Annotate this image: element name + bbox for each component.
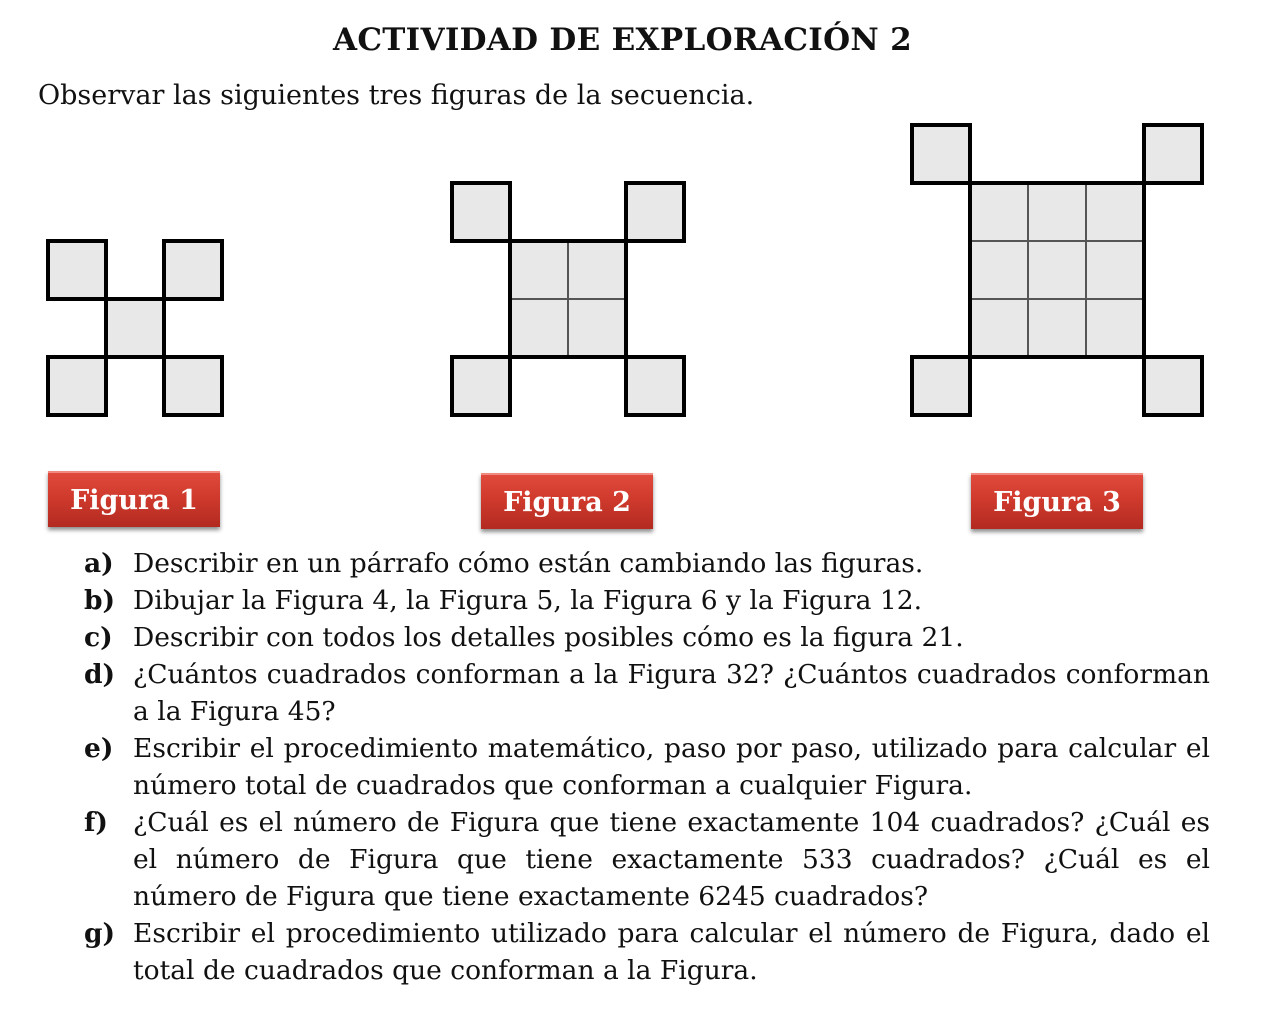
question-item-e — [84, 730, 1210, 804]
figure-2-label: Figura 2 — [481, 473, 653, 529]
question-text: ¿Cuál es el número de Figura que tiene exactamente 104 cuadrados? ¿Cuál es el número de Figura que tiene exactamente 533 cuadrados? ¿Cuál es el número de Figura que tiene exactamente 6245 cuadrados? — [133, 807, 1210, 912]
question-text: Escribir el procedimiento utilizado para calcular el número de Figura, dado el total de cuadrados que conforman a la Figura. — [133, 918, 1210, 986]
question-item-f — [84, 804, 1210, 915]
figure-1-label: Figura 1 — [48, 471, 220, 527]
question-item-c — [84, 619, 1210, 656]
question-letter: e) — [84, 733, 114, 764]
question-letter: c) — [84, 622, 113, 653]
question-item-b — [84, 582, 1210, 619]
question-letter: d) — [84, 659, 116, 690]
question-letter: a) — [84, 548, 114, 579]
question-text: Describir con todos los detalles posibles cómo es la figura 21. — [133, 622, 964, 653]
corner-square — [164, 241, 222, 299]
question-text: ¿Cuántos cuadrados conforman a la Figura 32? ¿Cuántos cuadrados conforman a la Figura 45? — [133, 659, 1210, 727]
figure-2-drawing — [452, 183, 684, 415]
question-letter: g) — [84, 918, 116, 949]
corner-square — [626, 183, 684, 241]
question-letter: b) — [84, 585, 116, 616]
intro-text: Observar las siguientes tres figuras de la secuencia. — [38, 80, 755, 111]
question-item-g — [84, 915, 1210, 989]
question-list — [84, 545, 1210, 989]
center-block — [106, 299, 164, 357]
question-text: Escribir el procedimiento matemático, paso por paso, utilizado para calcular el número total de cuadrados que conforman a cualquier Figura. — [133, 733, 1210, 801]
corner-square — [1144, 357, 1202, 415]
figures-canvas — [0, 0, 1280, 460]
figure-1-drawing — [48, 241, 222, 415]
corner-square — [164, 357, 222, 415]
question-item-a — [84, 545, 1210, 582]
corner-square — [452, 357, 510, 415]
figure-3-drawing — [912, 125, 1202, 415]
question-item-d — [84, 656, 1210, 730]
question-text: Dibujar la Figura 4, la Figura 5, la Figura 6 y la Figura 12. — [133, 585, 923, 616]
corner-square — [912, 125, 970, 183]
figure-3-label: Figura 3 — [971, 473, 1143, 529]
corner-square — [48, 241, 106, 299]
corner-square — [1144, 125, 1202, 183]
question-text: Describir en un párrafo cómo están cambiando las figuras. — [133, 548, 924, 579]
corner-square — [48, 357, 106, 415]
question-letter: f) — [84, 807, 108, 838]
corner-square — [452, 183, 510, 241]
center-block — [970, 183, 1144, 357]
page-title: ACTIVIDAD DE EXPLORACIÓN 2 — [332, 22, 913, 58]
corner-square — [912, 357, 970, 415]
corner-square — [626, 357, 684, 415]
